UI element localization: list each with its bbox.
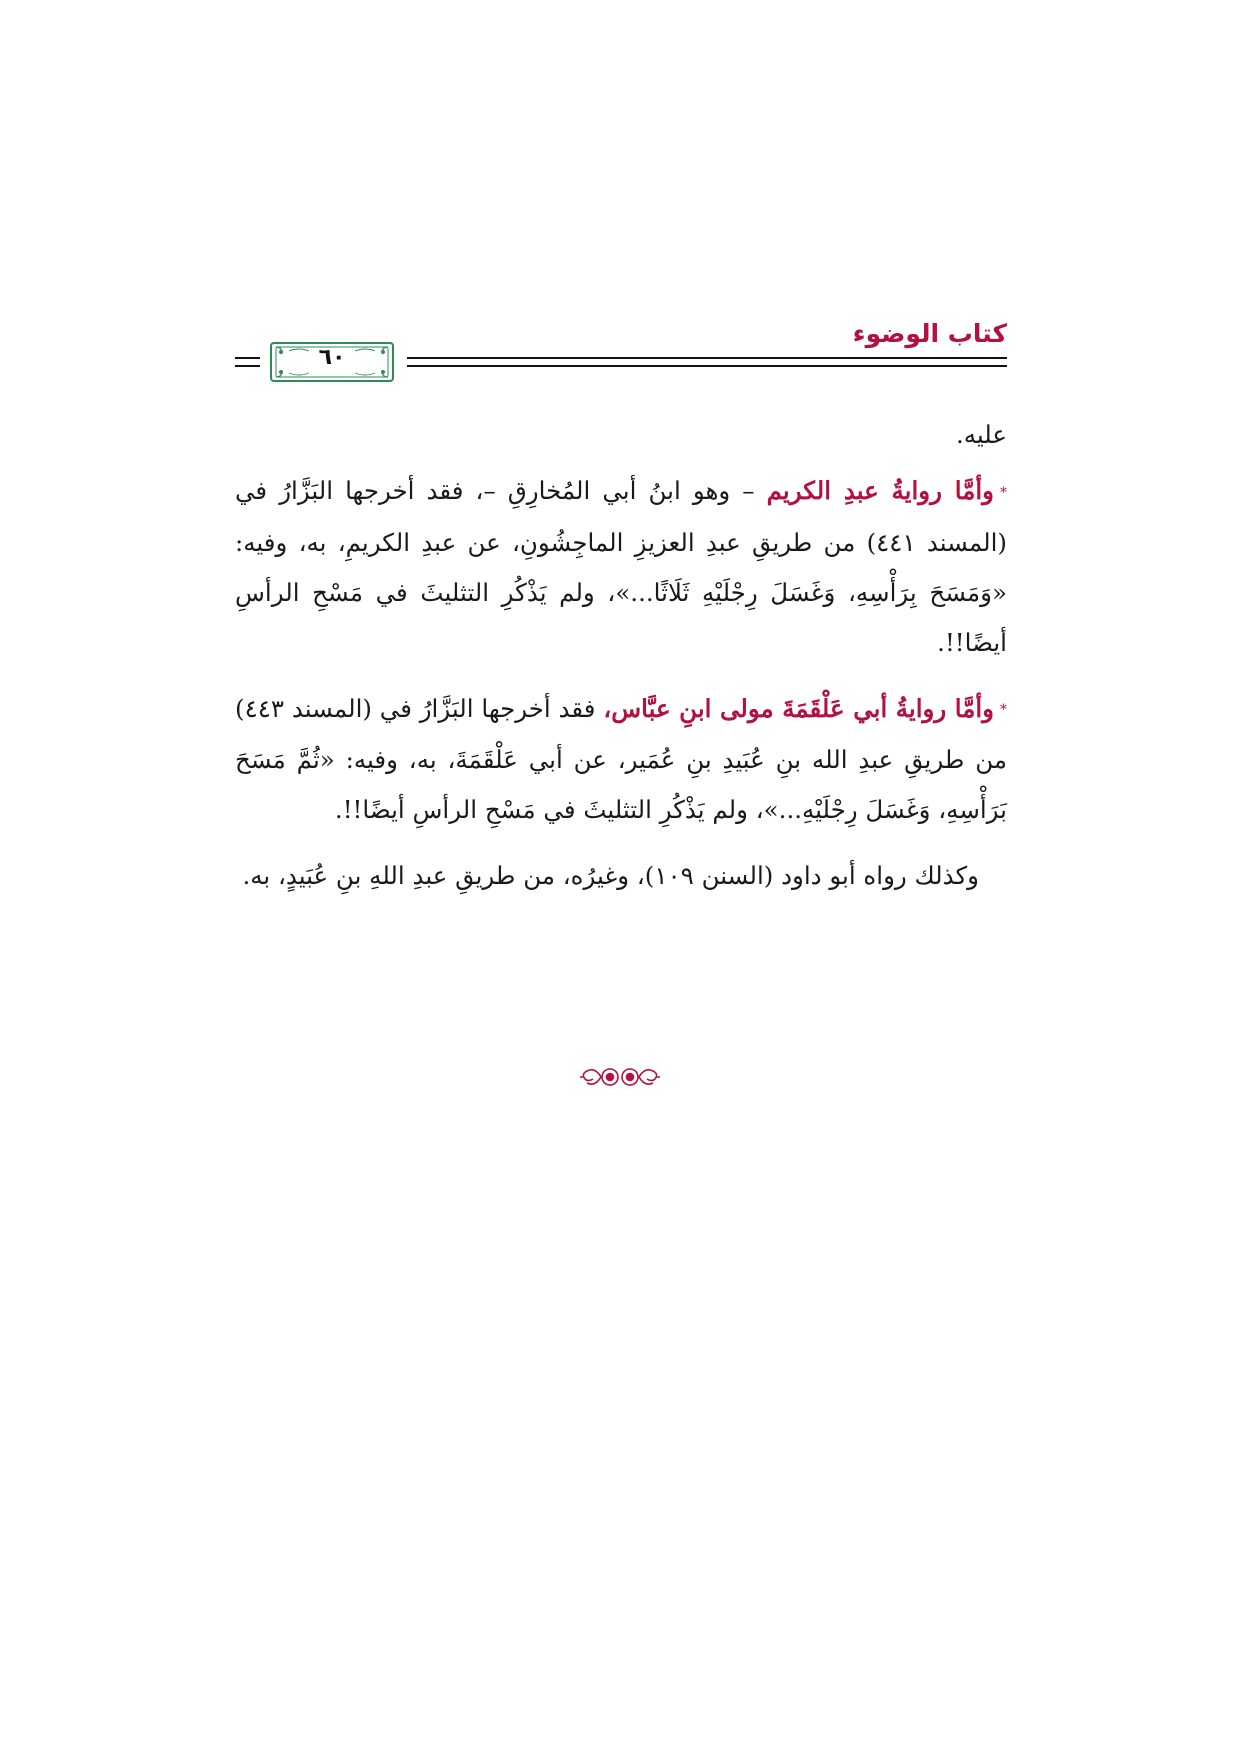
floral-ornament-icon	[570, 1062, 670, 1092]
highlight-heading: وأمَّا روايةُ أبي عَلْقَمَةَ مولى ابنِ عبَّاس،	[603, 693, 995, 723]
bullet-icon: *	[1000, 702, 1008, 718]
paragraph-text: – وهو ابنُ أبي المُخارِقِ –، فقد أخرجها البَزَّارُ في (المسند ٤٤١) من طريقِ عبدِ العزيزِ الماجِشُونِ، عن عبدِ الكريمِ، به، وفيه: «وَمَسَحَ بِرَأْسِهِ، وَغَسَلَ رِجْلَيْهِ ثَلَاثًا...»، ولم يَذْكُرِ التثليثَ في مَسْحِ الرأسِ أيضًا!!.	[235, 476, 1007, 657]
paragraph-abudawud: وكذلك رواه أبو داود (السنن ١٠٩)، وغيرُه، من طريقِ عبدِ اللهِ بنِ عُبَيدٍ، به.	[242, 861, 979, 890]
header-rule-top	[407, 357, 1007, 359]
page-number-badge	[269, 341, 395, 383]
header-rule-left-bottom	[235, 365, 260, 367]
paragraph-abualqama	[235, 684, 1007, 836]
highlight-heading: وأمَّا روايةُ عبدِ الكريم	[766, 476, 994, 505]
header-rule-left-top	[235, 357, 260, 359]
paragraph-abdulkarim	[235, 466, 1007, 668]
page-header	[235, 315, 1007, 385]
bullet-icon: *	[1000, 484, 1007, 501]
paragraph-text: فقد أخرجها البَزَّارُ في (المسند ٤٤٣) من طريقِ عبدِ الله بنِ عُبَيدِ بنِ عُمَير، عن أبي عَلْقَمَةَ، به، وفيه: «ثُمَّ مَسَحَ بَرَأْسِهِ، وَغَسَلَ رِجْلَيْهِ...»، ولم يَذْكُرِ التثليثَ في مَسْحِ الرأسِ أيضًا!!.	[235, 693, 1007, 824]
header-rule-bottom	[407, 365, 1007, 367]
page-number: ٦٠	[318, 345, 346, 370]
body-text	[235, 410, 1007, 917]
paragraph-continuation: عليه.	[955, 420, 1007, 449]
book-title: كتاب الوضوء	[852, 319, 1007, 348]
